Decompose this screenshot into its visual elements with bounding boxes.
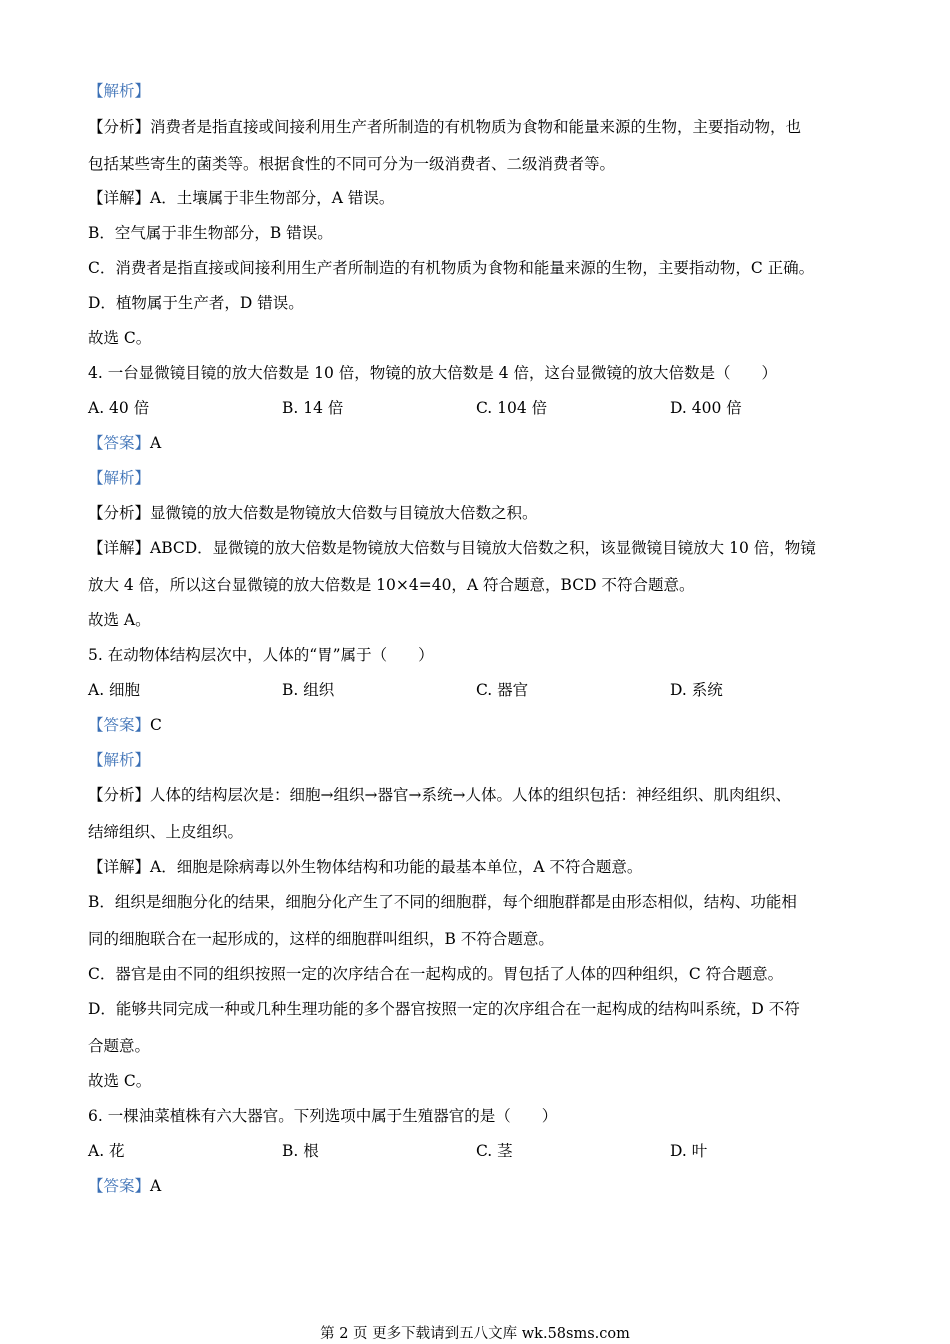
- jiexi-tag: 【解析】: [88, 82, 151, 100]
- answer-value: A: [150, 1177, 162, 1195]
- xiangjie-tag: 【详解】: [88, 858, 151, 876]
- q3-jiexi: [88, 81, 150, 101]
- q5-xiangjie: [88, 857, 642, 877]
- fenxi-text: 显微镜的放大倍数是物镜放大倍数与目镜放大倍数之积。: [150, 504, 538, 522]
- answer-value: C: [150, 716, 162, 734]
- q6-answer: [88, 1176, 161, 1196]
- answer-tag: 【答案】: [88, 434, 151, 452]
- q4-option-d: D. 400 倍: [670, 399, 742, 417]
- xiangjie-tag: 【详解】: [88, 189, 151, 207]
- xiangjie-a: A．细胞是除病毒以外生物体结构和功能的最基本单位，A 不符合题意。: [150, 858, 643, 876]
- q3-fenxi-line2: 包括某些寄生的菌类等。根据食性的不同可分为一级消费者、二级消费者等。: [88, 155, 616, 173]
- fenxi-tag: 【分析】: [88, 504, 151, 522]
- q5-option-d: D. 系统: [670, 681, 723, 699]
- q4-option-a: A. 40 倍: [88, 399, 150, 417]
- q5-conclusion: 故选 C。: [88, 1072, 152, 1090]
- q6-option-b: B. 根: [282, 1142, 319, 1160]
- q5-fenxi-line2: 结缔组织、上皮组织。: [88, 823, 244, 841]
- answer-tag: 【答案】: [88, 716, 151, 734]
- fenxi-text: 消费者是指直接或间接利用生产者所制造的有机物质为食物和能量来源的生物，主要指动物，也: [150, 118, 802, 136]
- q3-fenxi-line1: [88, 117, 801, 137]
- answer-value: A: [150, 434, 162, 452]
- q3-b: B．空气属于非生物部分，B 错误。: [88, 224, 333, 242]
- q6-option-a: A. 花: [88, 1142, 125, 1160]
- answer-tag: 【答案】: [88, 1177, 151, 1195]
- q4-fenxi: [88, 503, 538, 523]
- q4-option-c: C. 104 倍: [476, 399, 548, 417]
- q5-d-line1: D．能够共同完成一种或几种生理功能的多个器官按照一定的次序组合在一起构成的结构叫系统，D 不符: [88, 1000, 800, 1018]
- q3-c: C．消费者是指直接或间接利用生产者所制造的有机物质为食物和能量来源的生物，主要指动物，C 正确。: [88, 259, 815, 277]
- q3-conclusion: 故选 C。: [88, 329, 152, 347]
- q5-option-a: A. 细胞: [88, 681, 141, 699]
- q3-d: D．植物属于生产者，D 错误。: [88, 294, 304, 312]
- q5-b-line1: B．组织是细胞分化的结果，细胞分化产生了不同的细胞群，每个细胞群都是由形态相似，结构、功能相: [88, 893, 797, 911]
- q3-xiangjie: [88, 188, 394, 208]
- fenxi-tag: 【分析】: [88, 118, 151, 136]
- q6-option-d: D. 叶: [670, 1142, 708, 1160]
- fenxi-text: 人体的结构层次是：细胞→组织→器官→系统→人体。人体的组织包括：神经组织、肌肉组织、: [150, 786, 791, 804]
- jiexi-tag: 【解析】: [88, 751, 151, 769]
- page-footer: 第 2 页 更多下载请到五八文库 wk.58sms.com: [320, 1326, 630, 1342]
- q4-xiangjie-line2: 放大 4 倍，所以这台显微镜的放大倍数是 10×4=40，A 符合题意，BCD 不符合题意。: [88, 576, 695, 594]
- q5-c: C．器官是由不同的组织按照一定的次序结合在一起构成的。胃包括了人体的四种组织，C 符合题意。: [88, 965, 784, 983]
- q4-xiangjie-line1: [88, 538, 816, 558]
- q5-b-line2: 同的细胞联合在一起形成的，这样的细胞群叫组织，B 不符合题意。: [88, 930, 554, 948]
- q5-answer: [88, 715, 162, 735]
- q5-question: 5. 在动物体结构层次中，人体的“胃”属于（ ）: [88, 646, 434, 664]
- q5-option-b: B. 组织: [282, 681, 335, 699]
- q5-jiexi: [88, 750, 150, 770]
- q5-option-c: C. 器官: [476, 681, 529, 699]
- xiangjie-tag: 【详解】: [88, 539, 151, 557]
- q6-option-c: C. 茎: [476, 1142, 513, 1160]
- q6-question: 6. 一棵油菜植株有六大器官。下列选项中属于生殖器官的是（ ）: [88, 1107, 558, 1125]
- q5-fenxi-line1: [88, 785, 791, 805]
- q4-conclusion: 故选 A。: [88, 611, 151, 629]
- fenxi-tag: 【分析】: [88, 786, 151, 804]
- q4-jiexi: [88, 468, 150, 488]
- xiangjie-a: A．土壤属于非生物部分，A 错误。: [150, 189, 395, 207]
- q4-answer: [88, 433, 161, 453]
- jiexi-tag: 【解析】: [88, 469, 151, 487]
- q4-question: 4. 一台显微镜目镜的放大倍数是 10 倍，物镜的放大倍数是 4 倍，这台显微镜的放大倍数是（ ）: [88, 364, 778, 382]
- xiangjie-text: ABCD．显微镜的放大倍数是物镜放大倍数与目镜放大倍数之积，该显微镜目镜放大 10 倍，物镜: [150, 539, 816, 557]
- q4-option-b: B. 14 倍: [282, 399, 344, 417]
- q5-d-line2: 合题意。: [88, 1037, 151, 1055]
